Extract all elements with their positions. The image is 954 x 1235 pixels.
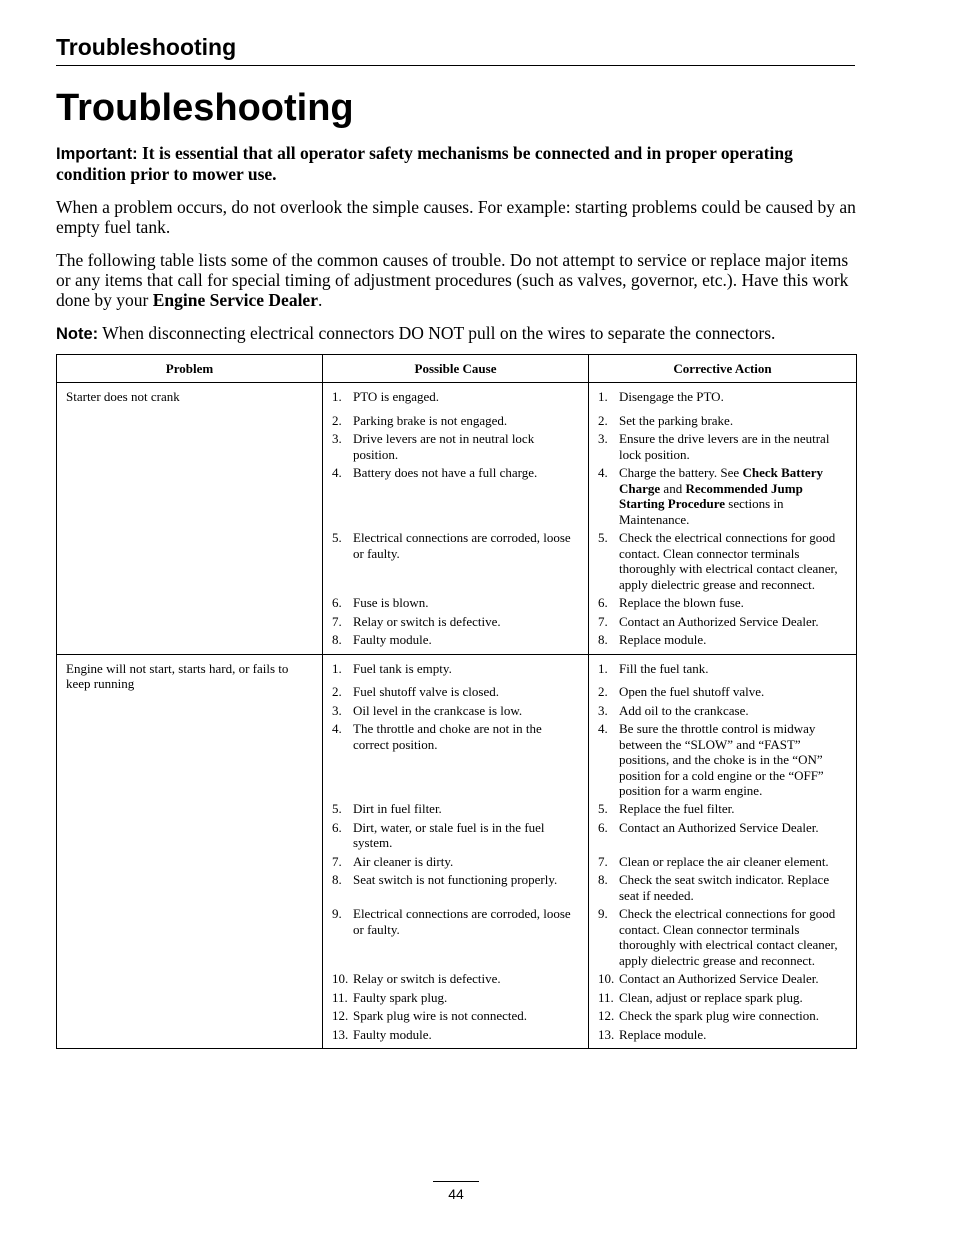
list-item bbox=[598, 801, 848, 817]
item-text: Faulty module. bbox=[353, 1026, 432, 1042]
item-number: 1. bbox=[332, 660, 342, 676]
list-item bbox=[598, 389, 848, 405]
intro-paragraph-2-end: . bbox=[317, 290, 323, 310]
item-text: Air cleaner is dirty. bbox=[353, 853, 454, 869]
list-item bbox=[332, 661, 580, 677]
note-label: Note: bbox=[56, 325, 99, 343]
list-item bbox=[598, 530, 848, 592]
list-item bbox=[332, 632, 580, 648]
item-text: Contact an Authorized Service Dealer. bbox=[619, 613, 819, 629]
list-item bbox=[598, 595, 848, 611]
item-text: Battery does not have a full charge. bbox=[353, 465, 538, 480]
item-text: The throttle and choke are not in the correct position. bbox=[353, 721, 542, 752]
list-item bbox=[332, 530, 580, 592]
item-text: Drive levers are not in neutral lock position. bbox=[353, 431, 535, 462]
list-item bbox=[332, 872, 580, 903]
item-number: 4. bbox=[332, 465, 342, 480]
item-number: 5. bbox=[598, 530, 608, 545]
list-item bbox=[598, 614, 848, 630]
item-number: 6. bbox=[332, 819, 342, 835]
item-text: Be sure the throttle control is midway between the “SLOW” and “FAST” positions, and the choke is in the “ON” position for a cold engine or the “OFF” position for a warm engine. bbox=[619, 721, 824, 798]
item-text: Relay or switch is defective. bbox=[353, 613, 501, 629]
item-text: Clean or replace the air cleaner element. bbox=[619, 853, 829, 869]
list-item bbox=[598, 820, 848, 851]
list-item bbox=[598, 1027, 848, 1043]
item-text: Replace the fuel filter. bbox=[619, 801, 735, 816]
section-header-title: Troubleshooting bbox=[56, 34, 237, 60]
check-battery-charge-ref: Check Battery Charge bbox=[619, 465, 823, 496]
item-number: 6. bbox=[598, 595, 608, 610]
action-cell bbox=[589, 654, 857, 1049]
item-text: Fuse is blown. bbox=[353, 595, 429, 610]
item-number: 5. bbox=[332, 530, 342, 545]
item-text: Seat switch is not functioning properly. bbox=[353, 872, 558, 887]
item-text: Dirt, water, or stale fuel is in the fuel system. bbox=[353, 819, 545, 850]
list-item bbox=[598, 661, 848, 677]
item-number: 4. bbox=[598, 465, 608, 480]
item-text: PTO is engaged. bbox=[353, 389, 440, 404]
item-text: Contact an Authorized Service Dealer. bbox=[619, 971, 819, 986]
cause-cell bbox=[323, 654, 589, 1049]
important-text: It is essential that all operator safety mechanisms be connected and in proper operating condition prior to mower use. bbox=[56, 143, 793, 184]
list-item bbox=[598, 431, 848, 462]
table-row bbox=[57, 383, 857, 655]
list-item bbox=[332, 595, 580, 611]
list-item bbox=[332, 614, 580, 630]
list-item bbox=[332, 906, 580, 968]
item-text: Parking brake is not engaged. bbox=[353, 412, 508, 428]
item-number: 2. bbox=[598, 412, 608, 428]
item-number: 3. bbox=[598, 431, 608, 446]
item-number: 9. bbox=[332, 906, 342, 921]
item-text: Check the electrical connections for good contact. Clean connector terminals thoroughly with electrical contact cleaner, apply dielectric grease and reconnect. bbox=[619, 530, 838, 592]
item-text: Disengage the PTO. bbox=[619, 389, 724, 404]
item-number: 4. bbox=[332, 721, 342, 736]
important-label: Important: bbox=[56, 145, 138, 163]
jump-starting-procedure-ref: Recommended Jump Starting Procedure bbox=[619, 480, 803, 511]
item-number: 1. bbox=[598, 660, 608, 676]
list-item bbox=[332, 801, 580, 817]
item-text: Ensure the drive levers are in the neutral lock position. bbox=[619, 431, 830, 462]
item-text: Fill the fuel tank. bbox=[619, 660, 709, 676]
header-possible-cause: Possible Cause bbox=[323, 355, 589, 383]
item-text: Open the fuel shutoff valve. bbox=[619, 684, 765, 699]
item-number: 7. bbox=[332, 613, 342, 629]
list-item bbox=[332, 684, 580, 700]
list-item bbox=[332, 990, 580, 1006]
list-item bbox=[332, 703, 580, 719]
item-number: 6. bbox=[332, 595, 342, 610]
item-text: Contact an Authorized Service Dealer. bbox=[619, 819, 819, 835]
item-text: Fuel tank is empty. bbox=[353, 660, 452, 676]
item-text: Clean, adjust or replace spark plug. bbox=[619, 989, 803, 1005]
list-item bbox=[598, 872, 848, 903]
item-number: 12. bbox=[598, 1008, 615, 1023]
engine-service-dealer: Engine Service Dealer bbox=[152, 290, 318, 310]
item-text: Replace module. bbox=[619, 632, 707, 647]
item-text: Replace the blown fuse. bbox=[619, 595, 744, 610]
item-number: 2. bbox=[598, 684, 608, 699]
item-number: 6. bbox=[598, 819, 608, 835]
action-text-part: sections in Maintenance. bbox=[619, 496, 784, 527]
item-number: 8. bbox=[332, 872, 342, 887]
item-text: Add oil to the crankcase. bbox=[619, 702, 749, 718]
item-number: 7. bbox=[332, 853, 342, 869]
problem-text: Engine will not start, starts hard, or fails to keep running bbox=[66, 660, 289, 691]
list-item bbox=[332, 854, 580, 870]
item-text: Set the parking brake. bbox=[619, 412, 734, 428]
item-number: 9. bbox=[598, 906, 608, 921]
note-text: When disconnecting electrical connectors DO NOT pull on the wires to separate the connectors. bbox=[102, 323, 776, 343]
important-paragraph bbox=[56, 143, 856, 184]
action-text-part: and bbox=[660, 480, 686, 496]
list-item bbox=[598, 906, 848, 968]
list-item bbox=[598, 1008, 848, 1024]
problem-text: Starter does not crank bbox=[66, 389, 180, 404]
item-number: 3. bbox=[332, 702, 342, 718]
table-row bbox=[57, 654, 857, 1049]
troubleshooting-table bbox=[56, 354, 857, 1049]
item-number: 7. bbox=[598, 613, 608, 629]
intro-paragraph-1: When a problem occurs, do not overlook the simple causes. For example: starting problems could be caused by an empty fuel tank. bbox=[56, 197, 856, 237]
item-text: Fuel shutoff valve is closed. bbox=[353, 684, 499, 699]
action-text-part: Charge the battery. See bbox=[619, 465, 743, 480]
item-text: Check the spark plug wire connection. bbox=[619, 1008, 819, 1023]
list-item bbox=[332, 413, 580, 429]
list-item bbox=[332, 1008, 580, 1024]
page-number: 44 bbox=[433, 1181, 479, 1206]
header-corrective-action: Corrective Action bbox=[589, 355, 857, 383]
intro-paragraph-2 bbox=[56, 250, 856, 310]
item-text: Electrical connections are corroded, loose or faulty. bbox=[353, 530, 571, 561]
item-number: 11. bbox=[598, 989, 614, 1005]
note-paragraph bbox=[56, 323, 856, 344]
item-number: 7. bbox=[598, 853, 608, 869]
list-item bbox=[598, 465, 848, 527]
list-item bbox=[598, 721, 848, 798]
item-number: 4. bbox=[598, 721, 608, 736]
list-item bbox=[332, 971, 580, 987]
item-text: Electrical connections are corroded, loose or faulty. bbox=[353, 906, 571, 937]
item-number: 12. bbox=[332, 1008, 349, 1023]
item-number: 1. bbox=[598, 389, 608, 404]
item-number: 8. bbox=[598, 632, 608, 647]
list-item bbox=[598, 990, 848, 1006]
item-number: 11. bbox=[332, 989, 348, 1005]
list-item bbox=[332, 465, 580, 527]
problem-cell bbox=[57, 654, 323, 1049]
item-text: Check the electrical connections for good contact. Clean connector terminals thoroughly with electrical contact cleaner, apply dielectric grease and reconnect. bbox=[619, 906, 838, 968]
item-number: 5. bbox=[598, 801, 608, 816]
list-item bbox=[598, 413, 848, 429]
item-number: 8. bbox=[332, 632, 342, 647]
list-item bbox=[332, 431, 580, 462]
item-text: Spark plug wire is not connected. bbox=[353, 1008, 528, 1023]
list-item bbox=[332, 721, 580, 798]
item-number: 2. bbox=[332, 684, 342, 699]
list-item bbox=[332, 1027, 580, 1043]
list-item bbox=[598, 854, 848, 870]
table-header-row bbox=[57, 355, 857, 383]
list-item bbox=[598, 684, 848, 700]
section-header bbox=[56, 33, 855, 66]
item-number: 10. bbox=[332, 971, 349, 986]
item-number: 8. bbox=[598, 872, 608, 887]
list-item bbox=[598, 703, 848, 719]
item-text: Replace module. bbox=[619, 1026, 707, 1042]
list-item bbox=[598, 632, 848, 648]
item-text: Faulty spark plug. bbox=[353, 989, 448, 1005]
header-problem: Problem bbox=[57, 355, 323, 383]
list-item bbox=[332, 820, 580, 851]
item-number: 3. bbox=[332, 431, 342, 446]
item-number: 13. bbox=[598, 1026, 615, 1042]
list-item bbox=[332, 389, 580, 405]
item-text: Check the seat switch indicator. Replace seat if needed. bbox=[619, 872, 830, 903]
item-number: 1. bbox=[332, 389, 342, 404]
item-number: 10. bbox=[598, 971, 615, 986]
intro-paragraph-2-text: The following table lists some of the common causes of trouble. Do not attempt to service or replace major items or any items that call for special timing of adjustment procedures (such as valves, governor, etc.). Have this work done by your bbox=[56, 250, 849, 310]
item-text: Faulty module. bbox=[353, 632, 432, 647]
page-title: Troubleshooting bbox=[56, 87, 354, 129]
cause-cell bbox=[323, 383, 589, 655]
item-text: Relay or switch is defective. bbox=[353, 971, 501, 986]
problem-cell bbox=[57, 383, 323, 655]
item-text: Dirt in fuel filter. bbox=[353, 801, 442, 816]
item-number: 13. bbox=[332, 1026, 349, 1042]
action-cell bbox=[589, 383, 857, 655]
item-number: 2. bbox=[332, 412, 342, 428]
item-number: 3. bbox=[598, 702, 608, 718]
item-number: 5. bbox=[332, 801, 342, 816]
item-text: Oil level in the crankcase is low. bbox=[353, 702, 523, 718]
item-text bbox=[619, 465, 848, 527]
list-item bbox=[598, 971, 848, 987]
